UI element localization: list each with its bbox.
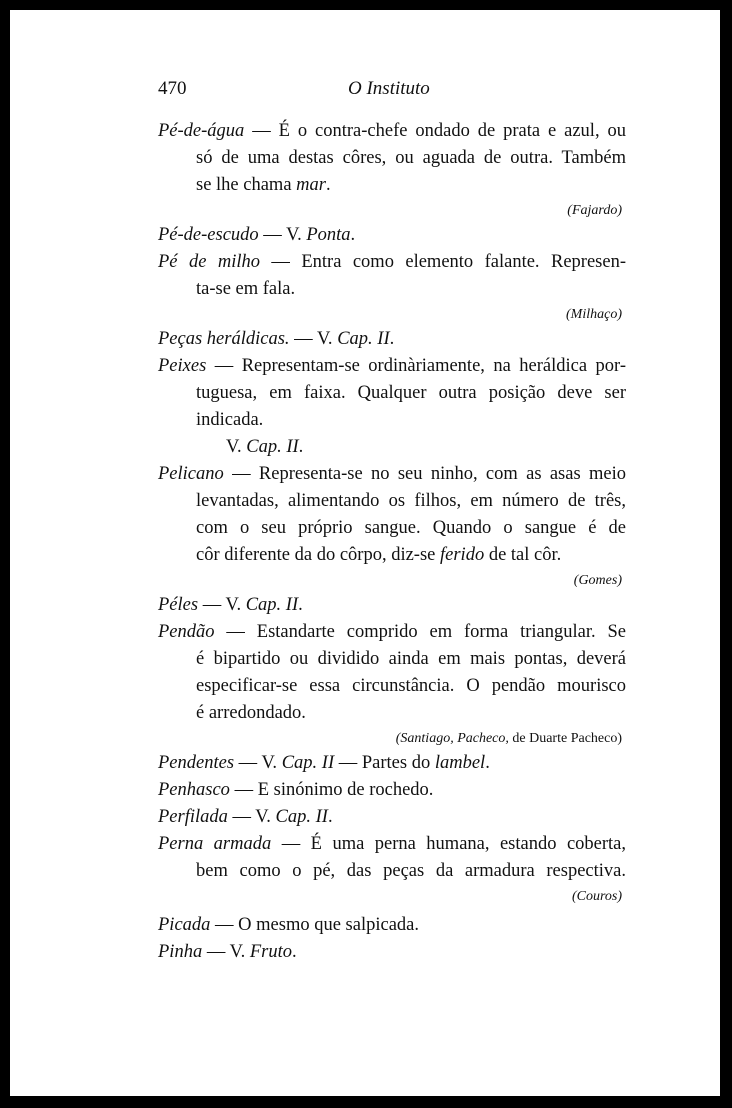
entry-pe-de-escudo xyxy=(158,222,626,249)
entry-line: Perfilada — V. Cap. II. xyxy=(158,807,333,827)
glossary-content xyxy=(158,118,626,966)
entry-term: Pelicano xyxy=(158,464,224,484)
entry-peixes xyxy=(158,353,626,461)
entry-penhasco xyxy=(158,777,626,804)
entry-pinha xyxy=(158,939,626,966)
entry-pecas-heraldicas xyxy=(158,326,626,353)
entry-line: Pendentes — V. Cap. II — Partes do lambel. xyxy=(158,753,490,773)
entry-line: levantadas, alimentando os filhos, em número de três, xyxy=(196,491,626,511)
entry-term: Perfilada xyxy=(158,807,228,827)
entry-line: Péles — V. Cap. II. xyxy=(158,595,303,615)
entry-line: especificar-se essa circunstância. O pendão mourisco xyxy=(196,676,626,696)
entry-line: Perna armada — É uma perna humana, estando coberta, xyxy=(158,834,626,854)
entry-line: com o seu próprio sangue. Quando o sangue é de xyxy=(196,518,626,538)
page-header xyxy=(158,78,628,108)
entry-term: Pendão xyxy=(158,622,215,642)
entry-line: Pendão — Estandarte comprido em forma triangular. Se xyxy=(158,622,626,642)
source-citation: (Fajardo) xyxy=(567,203,622,218)
entry-line: côr diferente da do côrpo, diz-se ferido de tal côr. xyxy=(196,545,562,565)
entry-line: Peças heráldicas. — V. Cap. II. xyxy=(158,329,395,349)
entry-term: Penhasco xyxy=(158,780,230,800)
entry-line: se lhe chama mar. xyxy=(196,175,331,195)
running-title: O Instituto xyxy=(348,78,430,99)
entry-line: é arredondado. xyxy=(196,703,306,723)
entry-line: Penhasco — E sinónimo de rochedo. xyxy=(158,780,434,800)
entry-line: indicada. xyxy=(196,410,264,430)
entry-line: tuguesa, em faixa. Qualquer outra posição deve ser xyxy=(196,383,626,403)
entry-term: Pinha xyxy=(158,942,203,962)
entry-line: só de uma destas côres, ou aguada de outra. Também xyxy=(196,148,626,168)
entry-term: Pendentes xyxy=(158,753,235,773)
entry-line: V. Cap. II. xyxy=(226,437,304,457)
entry-line: Pé de milho — Entra como elemento falante. Represen- xyxy=(158,252,626,272)
entry-line: Peixes — Representam-se ordinàriamente, na heráldica por- xyxy=(158,356,626,376)
entry-term: Peças heráldicas. xyxy=(158,329,290,349)
entry-pendao xyxy=(158,619,626,750)
entry-line: Pinha — V. Fruto. xyxy=(158,942,297,962)
entry-term: Pé de milho xyxy=(158,252,260,272)
entry-term: Pé-de-água xyxy=(158,121,245,141)
entry-picada xyxy=(158,912,626,939)
entry-peles xyxy=(158,592,626,619)
source-citation: (Milhaço) xyxy=(566,307,622,322)
entry-term: Perna armada xyxy=(158,834,272,854)
entry-term: Pé-de-escudo xyxy=(158,225,259,245)
entry-term: Picada xyxy=(158,915,211,935)
entry-line: ta-se em fala. xyxy=(196,279,296,299)
entry-perfilada xyxy=(158,804,626,831)
entry-line: Pé-de-escudo — V. Ponta. xyxy=(158,225,356,245)
entry-pelicano xyxy=(158,461,626,592)
source-citation: (Gomes) xyxy=(573,573,622,588)
entry-pe-de-milho xyxy=(158,249,626,326)
entry-line: Pé-de-água — É o contra-chefe ondado de prata e azul, ou xyxy=(158,121,626,141)
entry-line: é bipartido ou dividido ainda em mais pontas, deverá xyxy=(196,649,626,669)
entry-perna-armada xyxy=(158,831,626,908)
entry-line: bem como o pé, das peças da armadura respectiva. xyxy=(196,861,626,881)
entry-term: Péles xyxy=(158,595,199,615)
source-citation: (Santiago, Pacheco, de Duarte Pacheco) xyxy=(395,731,622,746)
entry-line: Pelicano — Representa-se no seu ninho, com as asas meio xyxy=(158,464,626,484)
book-page xyxy=(10,10,720,1096)
entry-line: Picada — O mesmo que salpicada. xyxy=(158,915,419,935)
entry-pe-de-agua xyxy=(158,118,626,222)
entry-term: Peixes xyxy=(158,356,207,376)
entry-pendentes xyxy=(158,750,626,777)
page-number: 470 xyxy=(158,78,187,99)
source-citation: (Couros) xyxy=(571,889,622,904)
